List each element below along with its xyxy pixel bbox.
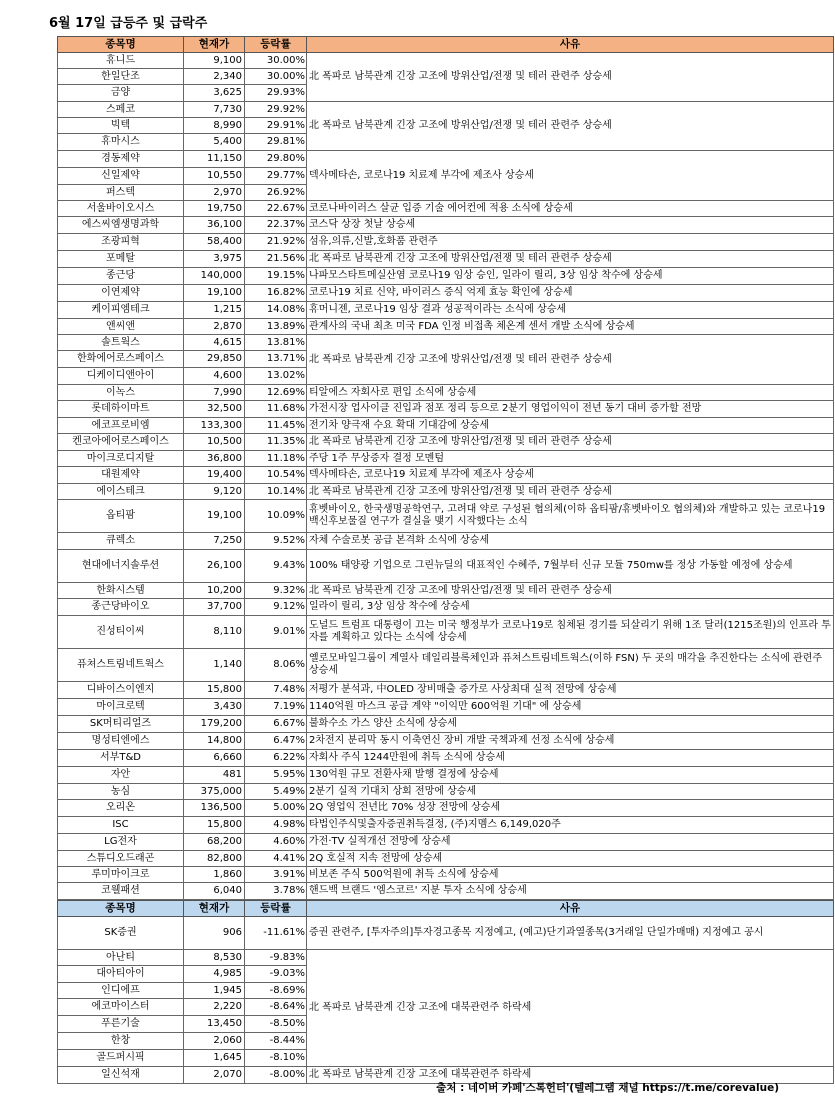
reason-cell: 자회사 주식 1244만원에 취득 소식에 상승세 xyxy=(307,750,834,767)
reason-cell: 가전·TV 실적개선 전망에 상승세 xyxy=(307,834,834,851)
price-cell: 6,660 xyxy=(184,750,245,767)
change-rate-cell: 13.02% xyxy=(245,368,307,385)
change-rate-cell: 10.09% xyxy=(245,500,307,533)
price-cell: 15,800 xyxy=(184,817,245,834)
change-rate-cell: -8.10% xyxy=(245,1050,307,1067)
change-rate-cell: -8.00% xyxy=(245,1067,307,1084)
price-cell: 179,200 xyxy=(184,716,245,733)
price-cell: 906 xyxy=(184,917,245,950)
stock-name-cell: 루미마이크로 xyxy=(57,867,184,883)
reason-cell: 일라이 릴리, 3상 임상 착수에 상승세 xyxy=(307,599,834,616)
stock-name-cell: 한창 xyxy=(57,1033,184,1050)
stock-name-cell: 마이크로디지탈 xyxy=(57,451,184,467)
stock-name-cell: 퓨쳐스트림네트웍스 xyxy=(57,649,184,682)
change-rate-cell: 4.98% xyxy=(245,817,307,834)
price-cell: 481 xyxy=(184,767,245,784)
stock-name-cell: 종근당바이오 xyxy=(57,599,184,616)
table-row xyxy=(57,883,834,900)
stock-name-cell: SK머티리얼즈 xyxy=(57,716,184,733)
header-rate: 등락률 xyxy=(245,36,307,53)
price-cell: 10,500 xyxy=(184,434,245,451)
table-row xyxy=(57,767,834,784)
table-row xyxy=(57,319,834,335)
reason-cell: 코로나바이러스 살균 입증 기술 에어컨에 적용 소식에 상승세 xyxy=(307,201,834,217)
stock-name-cell: 스튜디오드래곤 xyxy=(57,851,184,867)
reason-cell: 코로나19 치료 신약, 바이러스 증식 억제 효능 확인에 상승세 xyxy=(307,285,834,302)
stock-name-cell: 에코마이스터 xyxy=(57,999,184,1016)
change-rate-cell: 10.14% xyxy=(245,484,307,500)
table-row xyxy=(57,467,834,484)
reason-cell: 전기차 양극재 수요 확대 기대감에 상승세 xyxy=(307,418,834,434)
change-rate-cell: 9.43% xyxy=(245,550,307,583)
change-rate-cell: 21.56% xyxy=(245,251,307,268)
change-rate-cell: 29.81% xyxy=(245,134,307,151)
change-rate-cell: 29.91% xyxy=(245,118,307,134)
stock-name-cell: 아난티 xyxy=(57,950,184,966)
table-row xyxy=(57,418,834,434)
stock-name-cell: 대원제약 xyxy=(57,467,184,484)
price-cell: 7,730 xyxy=(184,102,245,118)
merged-reason-cell: 北 폭파로 남북관계 긴장 고조에 방위산업/전쟁 및 테러 관련주 상승세 xyxy=(307,53,834,102)
reason-cell: 증권 관련주, [투자주의]투자경고종목 지정예고, (예고)단기과열종목(3거래일 단일가매매) 지정예고 공시 xyxy=(307,917,834,950)
change-rate-cell: 7.48% xyxy=(245,682,307,699)
change-rate-cell: 5.49% xyxy=(245,784,307,800)
change-rate-cell: 6.22% xyxy=(245,750,307,767)
price-cell: 2,220 xyxy=(184,999,245,1016)
price-cell: 8,530 xyxy=(184,950,245,966)
gainers-rows xyxy=(57,53,834,900)
price-cell: 10,550 xyxy=(184,168,245,185)
price-cell: 29,850 xyxy=(184,351,245,368)
change-rate-cell: -8.64% xyxy=(245,999,307,1016)
reason-cell: 2차전지 분리막 동시 이축연신 장비 개발 국책과제 선정 소식에 상승세 xyxy=(307,733,834,750)
price-cell: 375,000 xyxy=(184,784,245,800)
price-cell: 4,985 xyxy=(184,966,245,983)
price-cell: 140,000 xyxy=(184,268,245,285)
price-cell: 19,400 xyxy=(184,467,245,484)
reason-cell: 휴머니젠, 코로나19 임상 결과 성공적이라는 소식에 상승세 xyxy=(307,302,834,319)
table-row xyxy=(57,434,834,451)
table-row xyxy=(57,234,834,251)
price-cell: 8,110 xyxy=(184,616,245,649)
stock-name-cell: 케이피엠테크 xyxy=(57,302,184,319)
reason-cell: 130억원 규모 전환사채 발행 결정에 상승세 xyxy=(307,767,834,784)
gainers-header-row xyxy=(57,36,834,53)
price-cell: 1,645 xyxy=(184,1050,245,1067)
reason-cell: 불화수소 가스 양산 소식에 상승세 xyxy=(307,716,834,733)
price-cell: 4,600 xyxy=(184,368,245,385)
reason-cell: 北 폭파로 남북관계 긴장 고조에 대북관련주 하락세 xyxy=(307,1067,834,1084)
reason-cell: 자체 수술로봇 공급 본격화 소식에 상승세 xyxy=(307,533,834,550)
stock-name-cell: 솔트웍스 xyxy=(57,335,184,351)
change-rate-cell: 7.19% xyxy=(245,699,307,716)
change-rate-cell: 8.06% xyxy=(245,649,307,682)
table-row xyxy=(57,784,834,800)
stock-name-cell: 옵티팜 xyxy=(57,500,184,533)
change-rate-cell: 13.81% xyxy=(245,335,307,351)
price-cell: 19,750 xyxy=(184,201,245,217)
stock-name-cell: 디케이디앤아이 xyxy=(57,368,184,385)
price-cell: 36,100 xyxy=(184,217,245,234)
stock-name-cell: 켄코아에어로스페이스 xyxy=(57,434,184,451)
stock-name-cell: 푸른기술 xyxy=(57,1016,184,1033)
stock-name-cell: 경동제약 xyxy=(57,151,184,168)
price-cell: 1,860 xyxy=(184,867,245,883)
merged-reason-cell: 덱사메타손, 코로나19 치료제 부각에 제조사 상승세 xyxy=(307,151,834,201)
stock-name-cell: 진성티이씨 xyxy=(57,616,184,649)
reason-cell: 덱사메타손, 코로나19 치료제 부각에 제조사 상승세 xyxy=(307,467,834,484)
price-cell: 15,800 xyxy=(184,682,245,699)
price-cell: 32,500 xyxy=(184,401,245,418)
table-row xyxy=(57,599,834,616)
change-rate-cell: 9.32% xyxy=(245,583,307,599)
stock-name-cell: 퍼스텍 xyxy=(57,185,184,201)
stock-name-cell: 조광피혁 xyxy=(57,234,184,251)
stock-name-cell: 에스씨엠생명과학 xyxy=(57,217,184,234)
header-name: 종목명 xyxy=(57,36,184,53)
reason-cell: 나파모스타트메실산염 코로나19 임상 승인, 일라이 릴리, 3상 임상 착수에 상승세 xyxy=(307,268,834,285)
losers-rows xyxy=(57,917,834,1084)
price-cell: 10,200 xyxy=(184,583,245,599)
change-rate-cell: 21.92% xyxy=(245,234,307,251)
table-row xyxy=(57,583,834,599)
reason-cell: 타법인주식및출자증권취득결정, (주)지멤스 6,149,020주 xyxy=(307,817,834,834)
change-rate-cell: 5.95% xyxy=(245,767,307,784)
change-rate-cell: 6.67% xyxy=(245,716,307,733)
change-rate-cell: 16.82% xyxy=(245,285,307,302)
table-row xyxy=(57,385,834,401)
price-cell: 3,625 xyxy=(184,85,245,102)
reason-cell: 北 폭파로 남북관계 긴장 고조에 방위산업/전쟁 및 테러 관련주 상승세 xyxy=(307,251,834,268)
merged-reason-cell: 北 폭파로 남북관계 긴장 고조에 방위산업/전쟁 및 테러 관련주 상승세 xyxy=(307,335,834,385)
reason-cell: 2Q 호실적 지속 전망에 상승세 xyxy=(307,851,834,867)
stock-name-cell: 포메탈 xyxy=(57,251,184,268)
change-rate-cell: 30.00% xyxy=(245,53,307,69)
table-row xyxy=(57,917,834,950)
price-cell: 2,070 xyxy=(184,1067,245,1084)
price-cell: 2,060 xyxy=(184,1033,245,1050)
header-reason: 사유 xyxy=(307,36,834,53)
reason-cell: 비보존 주식 500억원에 취득 소식에 상승세 xyxy=(307,867,834,883)
stock-name-cell: 휴마시스 xyxy=(57,134,184,151)
table-row xyxy=(57,682,834,699)
price-cell: 5,400 xyxy=(184,134,245,151)
price-cell: 37,700 xyxy=(184,599,245,616)
price-cell: 2,870 xyxy=(184,319,245,335)
change-rate-cell: 9.01% xyxy=(245,616,307,649)
change-rate-cell: 14.08% xyxy=(245,302,307,319)
table-row xyxy=(57,699,834,716)
losers-header-row xyxy=(57,900,834,917)
table-row xyxy=(57,302,834,319)
reason-cell: 옐로모바일그룹이 계열사 데일리블록체인과 퓨쳐스트림네트웍스(이하 FSN) 두 곳의 매각을 추진한다는 소식에 관련주 상승세 xyxy=(307,649,834,682)
table-row xyxy=(57,484,834,500)
price-cell: 13,450 xyxy=(184,1016,245,1033)
reason-cell: 티알에스 자회사로 편입 소식에 상승세 xyxy=(307,385,834,401)
change-rate-cell: 11.45% xyxy=(245,418,307,434)
price-cell: 4,615 xyxy=(184,335,245,351)
table-row xyxy=(57,451,834,467)
reason-cell: 저평가 분석과, 中OLED 장비매출 증가로 사상최대 실적 전망에 상승세 xyxy=(307,682,834,699)
price-cell: 1,945 xyxy=(184,983,245,999)
stock-name-cell: 이연제약 xyxy=(57,285,184,302)
merged-reason-cell: 北 폭파로 남북관계 긴장 고조에 방위산업/전쟁 및 테러 관련주 상승세 xyxy=(307,102,834,151)
price-cell: 2,970 xyxy=(184,185,245,201)
change-rate-cell: 29.92% xyxy=(245,102,307,118)
reason-cell: 핸드백 브랜드 '엠스코르' 지분 투자 소식에 상승세 xyxy=(307,883,834,900)
change-rate-cell: -11.61% xyxy=(245,917,307,950)
change-rate-cell: 11.18% xyxy=(245,451,307,467)
table-row xyxy=(57,251,834,268)
stock-name-cell: 이녹스 xyxy=(57,385,184,401)
stock-name-cell: 현대에너지솔루션 xyxy=(57,550,184,583)
reason-cell: 섬유,의류,신발,호화품 관련주 xyxy=(307,234,834,251)
change-rate-cell: 30.00% xyxy=(245,69,307,85)
stock-name-cell: 자안 xyxy=(57,767,184,784)
stock-name-cell: 일신석재 xyxy=(57,1067,184,1084)
reason-cell: 코스닥 상장 첫날 상승세 xyxy=(307,217,834,234)
stock-name-cell: 빅텍 xyxy=(57,118,184,134)
source-note: 출처 : 네이버 카페'스톡헌터'(텔레그램 채널 https://t.me/corevalue) xyxy=(436,1082,779,1094)
stock-name-cell: 오리온 xyxy=(57,800,184,817)
change-rate-cell: -8.69% xyxy=(245,983,307,999)
stock-name-cell: 에코프로비엠 xyxy=(57,418,184,434)
header-reason: 사유 xyxy=(307,900,834,917)
price-cell: 3,430 xyxy=(184,699,245,716)
stock-name-cell: 디바이스이엔지 xyxy=(57,682,184,699)
price-cell: 1,215 xyxy=(184,302,245,319)
merged-reason-cell: 北 폭파로 남북관계 긴장 고조에 대북관련주 하락세 xyxy=(307,950,834,1067)
stock-name-cell: 신일제약 xyxy=(57,168,184,185)
price-cell: 26,100 xyxy=(184,550,245,583)
change-rate-cell: 6.47% xyxy=(245,733,307,750)
table-row xyxy=(57,834,834,851)
table-row xyxy=(57,851,834,867)
table-row xyxy=(57,733,834,750)
price-cell: 11,150 xyxy=(184,151,245,168)
stock-name-cell: 앤씨앤 xyxy=(57,319,184,335)
table-row xyxy=(57,817,834,834)
table-row xyxy=(57,550,834,583)
price-cell: 36,800 xyxy=(184,451,245,467)
price-cell: 82,800 xyxy=(184,851,245,867)
stock-name-cell: 스페코 xyxy=(57,102,184,118)
price-cell: 8,990 xyxy=(184,118,245,134)
table-row xyxy=(57,401,834,418)
header-price: 현재가 xyxy=(184,36,245,53)
change-rate-cell: 29.77% xyxy=(245,168,307,185)
reason-cell: 北 폭파로 남북관계 긴장 고조에 방위산업/전쟁 및 테러 관련주 상승세 xyxy=(307,484,834,500)
reason-cell: 北 폭파로 남북관계 긴장 고조에 방위산업/전쟁 및 테러 관련주 상승세 xyxy=(307,583,834,599)
stock-name-cell: 코웰패션 xyxy=(57,883,184,900)
reason-cell: 2Q 영업익 전년比 70% 성장 전망에 상승세 xyxy=(307,800,834,817)
reason-cell: 北 폭파로 남북관계 긴장 고조에 방위산업/전쟁 및 테러 관련주 상승세 xyxy=(307,434,834,451)
change-rate-cell: 3.78% xyxy=(245,883,307,900)
table-row xyxy=(57,285,834,302)
stock-name-cell: LG전자 xyxy=(57,834,184,851)
stock-table xyxy=(57,36,834,1084)
change-rate-cell: 29.93% xyxy=(245,85,307,102)
stock-name-cell: 휴니드 xyxy=(57,53,184,69)
reason-cell: 주당 1주 무상증자 결정 모멘텀 xyxy=(307,451,834,467)
change-rate-cell: 11.68% xyxy=(245,401,307,418)
price-cell: 2,340 xyxy=(184,69,245,85)
stock-name-cell: 한화시스템 xyxy=(57,583,184,599)
stock-name-cell: 농심 xyxy=(57,784,184,800)
table-row xyxy=(57,867,834,883)
stock-name-cell: 대아티아이 xyxy=(57,966,184,983)
stock-name-cell: SK증권 xyxy=(57,917,184,950)
change-rate-cell: 3.91% xyxy=(245,867,307,883)
reason-cell: 2분기 실적 기대치 상회 전망에 상승세 xyxy=(307,784,834,800)
stock-name-cell: 에이스테크 xyxy=(57,484,184,500)
change-rate-cell: 11.35% xyxy=(245,434,307,451)
header-name: 종목명 xyxy=(57,900,184,917)
change-rate-cell: 29.80% xyxy=(245,151,307,168)
stock-name-cell: 큐렉소 xyxy=(57,533,184,550)
change-rate-cell: 5.00% xyxy=(245,800,307,817)
price-cell: 7,990 xyxy=(184,385,245,401)
change-rate-cell: 12.69% xyxy=(245,385,307,401)
table-row xyxy=(57,268,834,285)
stock-name-cell: 한일단조 xyxy=(57,69,184,85)
price-cell: 19,100 xyxy=(184,285,245,302)
change-rate-cell: 22.67% xyxy=(245,201,307,217)
change-rate-cell: 22.37% xyxy=(245,217,307,234)
price-cell: 9,100 xyxy=(184,53,245,69)
price-cell: 19,100 xyxy=(184,500,245,533)
stock-name-cell: 명성티엔에스 xyxy=(57,733,184,750)
stock-name-cell: 롯데하이마트 xyxy=(57,401,184,418)
table-row xyxy=(57,649,834,682)
reason-cell: 도널드 트럼프 대통령이 끄는 미국 행정부가 코로나19로 침체된 경기를 되살리기 위해 1조 달러(1215조원)의 인프라 투자를 계획하고 있다는 소식에 상승세 xyxy=(307,616,834,649)
change-rate-cell: 4.60% xyxy=(245,834,307,851)
reason-cell: 100% 태양광 기업으로 그린뉴딜의 대표적인 수혜주, 7월부터 신규 모듈 750mw를 정상 가동할 예정에 상승세 xyxy=(307,550,834,583)
change-rate-cell: 13.71% xyxy=(245,351,307,368)
stock-name-cell: 종근당 xyxy=(57,268,184,285)
stock-name-cell: 마이크로텍 xyxy=(57,699,184,716)
change-rate-cell: 10.54% xyxy=(245,467,307,484)
table-row xyxy=(57,500,834,533)
price-cell: 3,975 xyxy=(184,251,245,268)
stock-name-cell: 인디에프 xyxy=(57,983,184,999)
price-cell: 136,500 xyxy=(184,800,245,817)
price-cell: 7,250 xyxy=(184,533,245,550)
price-cell: 58,400 xyxy=(184,234,245,251)
change-rate-cell: -8.50% xyxy=(245,1016,307,1033)
table-row xyxy=(57,616,834,649)
change-rate-cell: 19.15% xyxy=(245,268,307,285)
price-cell: 1,140 xyxy=(184,649,245,682)
table-row xyxy=(57,716,834,733)
change-rate-cell: -8.44% xyxy=(245,1033,307,1050)
reason-cell: 1140억원 마스크 공급 계약 "이익만 600억원 기대" 에 상승세 xyxy=(307,699,834,716)
reason-cell: 휴벳바이오, 한국생명공학연구, 고려대 약로 구성된 협의체(이하 옵티팜/휴벳바이오 협의체)와 개발하고 있는 코로나19 백신후보물질 연구가 결실을 맺기 시작했다는 소식 xyxy=(307,500,834,533)
table-row xyxy=(57,201,834,217)
page-title: 6월 17일 급등주 및 급락주 xyxy=(49,16,208,31)
change-rate-cell: 4.41% xyxy=(245,851,307,867)
change-rate-cell: 13.89% xyxy=(245,319,307,335)
change-rate-cell: 26.92% xyxy=(245,185,307,201)
header-price: 현재가 xyxy=(184,900,245,917)
change-rate-cell: -9.03% xyxy=(245,966,307,983)
price-cell: 9,120 xyxy=(184,484,245,500)
price-cell: 133,300 xyxy=(184,418,245,434)
price-cell: 6,040 xyxy=(184,883,245,900)
table-row xyxy=(57,217,834,234)
change-rate-cell: 9.12% xyxy=(245,599,307,616)
stock-name-cell: 서울바이오시스 xyxy=(57,201,184,217)
table-row xyxy=(57,533,834,550)
price-cell: 68,200 xyxy=(184,834,245,851)
table-row xyxy=(57,750,834,767)
stock-name-cell: ISC xyxy=(57,817,184,834)
stock-name-cell: 금양 xyxy=(57,85,184,102)
change-rate-cell: 9.52% xyxy=(245,533,307,550)
stock-name-cell: 한화에어로스페이스 xyxy=(57,351,184,368)
stock-name-cell: 골드퍼시픽 xyxy=(57,1050,184,1067)
price-cell: 14,800 xyxy=(184,733,245,750)
reason-cell: 관계사의 국내 최초 미국 FDA 인정 비접촉 체온계 센서 개발 소식에 상승세 xyxy=(307,319,834,335)
table-row xyxy=(57,800,834,817)
reason-cell: 가전시장 업사이클 진입과 점포 정리 등으로 2분기 영업이익이 전년 동기 대비 증가할 전망 xyxy=(307,401,834,418)
stock-name-cell: 서부T&D xyxy=(57,750,184,767)
change-rate-cell: -9.83% xyxy=(245,950,307,966)
header-rate: 등락률 xyxy=(245,900,307,917)
